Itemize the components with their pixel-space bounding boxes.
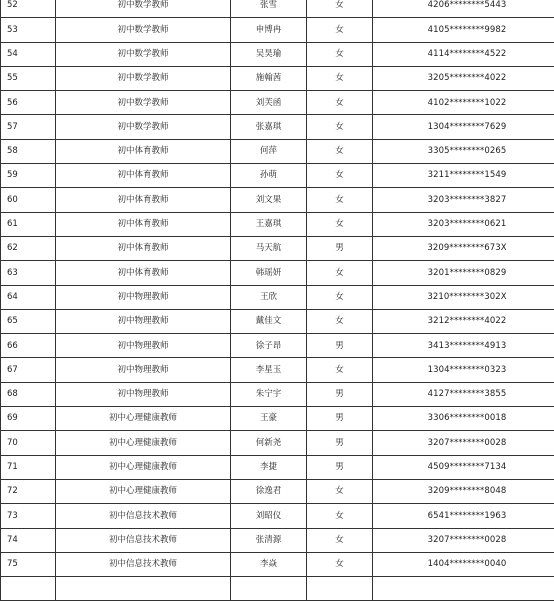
id-number-cell: 3207********0028 [373,528,554,552]
id-number-cell: 3209********673X [373,236,554,260]
position-cell: 初中物理教师 [56,285,231,309]
name-cell [231,577,307,601]
id-number-cell: 3306********0018 [373,407,554,431]
id-number-cell: 3203********3827 [373,188,554,212]
table-row [1,334,554,358]
id-number-cell: 3212********4022 [373,309,554,333]
gender-cell: 女 [307,285,373,309]
row-number-cell [1,577,56,601]
position-cell: 初中数学教师 [56,115,231,139]
row-number-cell: 54 [1,42,56,66]
id-number-cell: 3203********0621 [373,212,554,236]
table-row [1,0,554,18]
gender-cell: 女 [307,42,373,66]
row-number-cell: 58 [1,139,56,163]
id-number-cell [373,577,554,601]
row-number-cell: 74 [1,528,56,552]
gender-cell: 女 [307,504,373,528]
row-number-cell: 59 [1,164,56,188]
name-cell: 张嘉琪 [231,115,307,139]
position-cell: 初中体育教师 [56,212,231,236]
position-cell: 初中体育教师 [56,188,231,212]
position-cell [56,577,231,601]
row-number-cell: 53 [1,18,56,42]
row-number-cell: 71 [1,455,56,479]
row-number-cell: 69 [1,407,56,431]
position-cell: 初中心理健康教师 [56,455,231,479]
table-row [1,382,554,406]
name-cell: 吴昊瑜 [231,42,307,66]
row-number-cell: 55 [1,66,56,90]
gender-cell: 女 [307,358,373,382]
name-cell: 徐逸君 [231,479,307,503]
id-number-cell: 3201********0829 [373,261,554,285]
table-row [1,431,554,455]
row-number-cell: 57 [1,115,56,139]
position-cell: 初中物理教师 [56,309,231,333]
row-number-cell: 56 [1,91,56,115]
table-row [1,577,554,601]
gender-cell: 男 [307,334,373,358]
row-number-cell: 52 [1,0,56,18]
id-number-cell: 4509********7134 [373,455,554,479]
results-table-body [1,0,554,601]
id-number-cell: 3210********302X [373,285,554,309]
table-row [1,42,554,66]
row-number-cell: 61 [1,212,56,236]
gender-cell: 男 [307,382,373,406]
table-row [1,91,554,115]
table-row [1,139,554,163]
id-number-cell: 3209********8048 [373,479,554,503]
gender-cell: 女 [307,212,373,236]
row-number-cell: 70 [1,431,56,455]
row-number-cell: 75 [1,552,56,576]
gender-cell: 女 [307,139,373,163]
name-cell: 何萍 [231,139,307,163]
name-cell: 戴佳文 [231,309,307,333]
row-number-cell: 67 [1,358,56,382]
name-cell: 刘文果 [231,188,307,212]
table-row [1,66,554,90]
id-number-cell: 4105********9982 [373,18,554,42]
position-cell: 初中信息技术教师 [56,552,231,576]
position-cell: 初中体育教师 [56,236,231,260]
table-row [1,504,554,528]
table-row [1,407,554,431]
id-number-cell: 6541********1963 [373,504,554,528]
position-cell: 初中数学教师 [56,91,231,115]
id-number-cell: 1304********0323 [373,358,554,382]
gender-cell: 女 [307,188,373,212]
gender-cell: 女 [307,115,373,139]
name-cell: 孙萌 [231,164,307,188]
name-cell: 王豪 [231,407,307,431]
row-number-cell: 72 [1,479,56,503]
row-number-cell: 65 [1,309,56,333]
gender-cell: 女 [307,309,373,333]
position-cell: 初中物理教师 [56,382,231,406]
name-cell: 何新尧 [231,431,307,455]
gender-cell: 男 [307,455,373,479]
position-cell: 初中信息技术教师 [56,528,231,552]
name-cell: 张雪 [231,0,307,18]
row-number-cell: 66 [1,334,56,358]
id-number-cell: 4127********3855 [373,382,554,406]
id-number-cell: 1304********7629 [373,115,554,139]
name-cell: 韩瑶妍 [231,261,307,285]
name-cell: 李捷 [231,455,307,479]
name-cell: 张清源 [231,528,307,552]
position-cell: 初中信息技术教师 [56,504,231,528]
id-number-cell: 3305********0265 [373,139,554,163]
name-cell: 刘芙函 [231,91,307,115]
name-cell: 申博冉 [231,18,307,42]
position-cell: 初中心理健康教师 [56,431,231,455]
position-cell: 初中体育教师 [56,261,231,285]
id-number-cell: 1404********0040 [373,552,554,576]
gender-cell: 男 [307,431,373,455]
table-row [1,236,554,260]
gender-cell: 女 [307,261,373,285]
gender-cell: 女 [307,479,373,503]
name-cell: 刘昭仪 [231,504,307,528]
gender-cell: 女 [307,0,373,18]
table-row [1,309,554,333]
gender-cell: 男 [307,236,373,260]
row-number-cell: 73 [1,504,56,528]
id-number-cell: 4102********1022 [373,91,554,115]
gender-cell: 女 [307,164,373,188]
position-cell: 初中数学教师 [56,66,231,90]
gender-cell: 女 [307,552,373,576]
table-row [1,552,554,576]
table-row [1,261,554,285]
position-cell: 初中数学教师 [56,0,231,18]
name-cell: 王欣 [231,285,307,309]
table-row [1,115,554,139]
row-number-cell: 68 [1,382,56,406]
table-row [1,528,554,552]
position-cell: 初中物理教师 [56,358,231,382]
table-row [1,212,554,236]
table-row [1,285,554,309]
id-number-cell: 3207********0028 [373,431,554,455]
gender-cell: 女 [307,18,373,42]
gender-cell: 女 [307,66,373,90]
row-number-cell: 60 [1,188,56,212]
id-number-cell: 4206********5443 [373,0,554,18]
id-number-cell: 4114********4522 [373,42,554,66]
position-cell: 初中数学教师 [56,18,231,42]
name-cell: 李星玉 [231,358,307,382]
id-number-cell: 3413********4913 [373,334,554,358]
name-cell: 马天航 [231,236,307,260]
id-number-cell: 3211********1549 [373,164,554,188]
position-cell: 初中心理健康教师 [56,407,231,431]
name-cell: 施翰茜 [231,66,307,90]
table-row [1,18,554,42]
position-cell: 初中体育教师 [56,139,231,163]
table-row [1,479,554,503]
gender-cell: 男 [307,407,373,431]
position-cell: 初中物理教师 [56,334,231,358]
id-number-cell: 3205********4022 [373,66,554,90]
row-number-cell: 63 [1,261,56,285]
name-cell: 李焱 [231,552,307,576]
row-number-cell: 64 [1,285,56,309]
table-row [1,358,554,382]
table-row [1,164,554,188]
position-cell: 初中体育教师 [56,164,231,188]
name-cell: 王嘉琪 [231,212,307,236]
gender-cell: 女 [307,91,373,115]
gender-cell: 女 [307,528,373,552]
table-row [1,188,554,212]
table-row [1,455,554,479]
position-cell: 初中心理健康教师 [56,479,231,503]
position-cell: 初中数学教师 [56,42,231,66]
name-cell: 朱宁宇 [231,382,307,406]
gender-cell [307,577,373,601]
name-cell: 徐子昂 [231,334,307,358]
row-number-cell: 62 [1,236,56,260]
